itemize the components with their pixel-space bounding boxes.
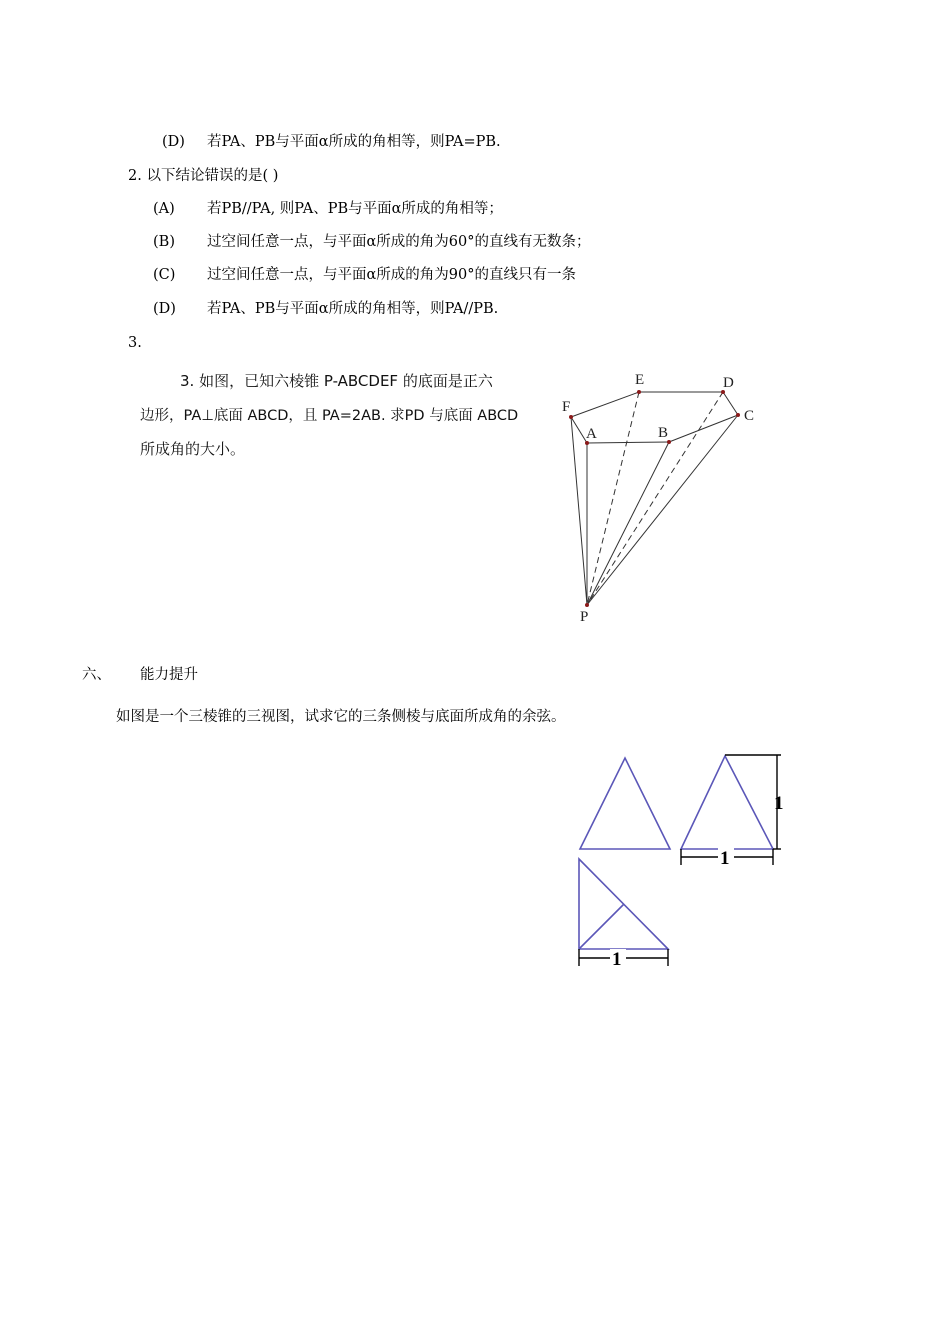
point-label-f: F xyxy=(562,399,571,415)
front-view-triangle xyxy=(580,758,670,849)
q2-option-c-text: 过空间任意一点，与平面α所成的角为90°的直线只有一条 xyxy=(207,267,576,283)
side-height-dimension xyxy=(725,755,781,849)
q3-text-line-1: 3. 如图，已知六棱锥 P-ABCDEF 的底面是正六 xyxy=(180,372,493,390)
q2-option-b-text: 过空间任意一点，与平面α所成的角为60°的直线有无数条； xyxy=(207,234,591,250)
q2-option-b xyxy=(153,232,591,252)
q2-option-a-label: (A) xyxy=(153,201,175,217)
q2-option-a xyxy=(153,199,503,219)
q1-option-d xyxy=(162,132,501,152)
q2-option-d-label: (D) xyxy=(153,301,176,317)
point-label-a: A xyxy=(586,426,597,442)
point-label-d: D xyxy=(723,375,734,391)
q3-text-line-3: 所成角的大小。 xyxy=(140,440,246,458)
section-6-heading xyxy=(82,665,198,685)
side-height-label: 1 xyxy=(774,793,784,814)
point-label-p: P xyxy=(580,609,589,625)
q1-option-d-label: (D) xyxy=(162,134,185,150)
point-label-e: E xyxy=(635,372,645,388)
side-width-label: 1 xyxy=(720,848,730,869)
hexagonal-pyramid-figure xyxy=(555,365,785,625)
section-6-number: 六、 xyxy=(82,667,111,683)
side-view-triangle xyxy=(681,756,773,849)
q3-text-line-2: 边形，PA⊥底面 ABCD，且 PA=2AB. 求PD 与底面 ABCD xyxy=(140,408,519,424)
q2-option-b-label: (B) xyxy=(153,234,175,250)
top-width-label: 1 xyxy=(612,949,622,970)
q2-stem: 2. 以下结论错误的是( ) xyxy=(128,168,279,184)
q1-option-d-text: 若PA、PB与平面α所成的角相等，则PA=PB. xyxy=(207,134,501,150)
q2-option-a-text: 若PB//PA, 则PA、PB与平面α所成的角相等； xyxy=(207,201,503,217)
q2-option-d xyxy=(153,299,498,319)
q2-option-c-label: (C) xyxy=(153,267,176,283)
q3-number: 3. xyxy=(128,335,142,351)
section-6-problem: 如图是一个三棱锥的三视图，试求它的三条侧棱与底面所成角的余弦。 xyxy=(116,709,566,725)
point-label-c: C xyxy=(744,408,755,424)
q2-option-d-text: 若PA、PB与平面α所成的角相等，则PA//PB. xyxy=(207,301,499,317)
three-view-drawing xyxy=(570,748,810,973)
section-6-title: 能力提升 xyxy=(140,667,198,683)
point-label-b: B xyxy=(658,425,669,441)
q2-option-c xyxy=(153,265,576,285)
